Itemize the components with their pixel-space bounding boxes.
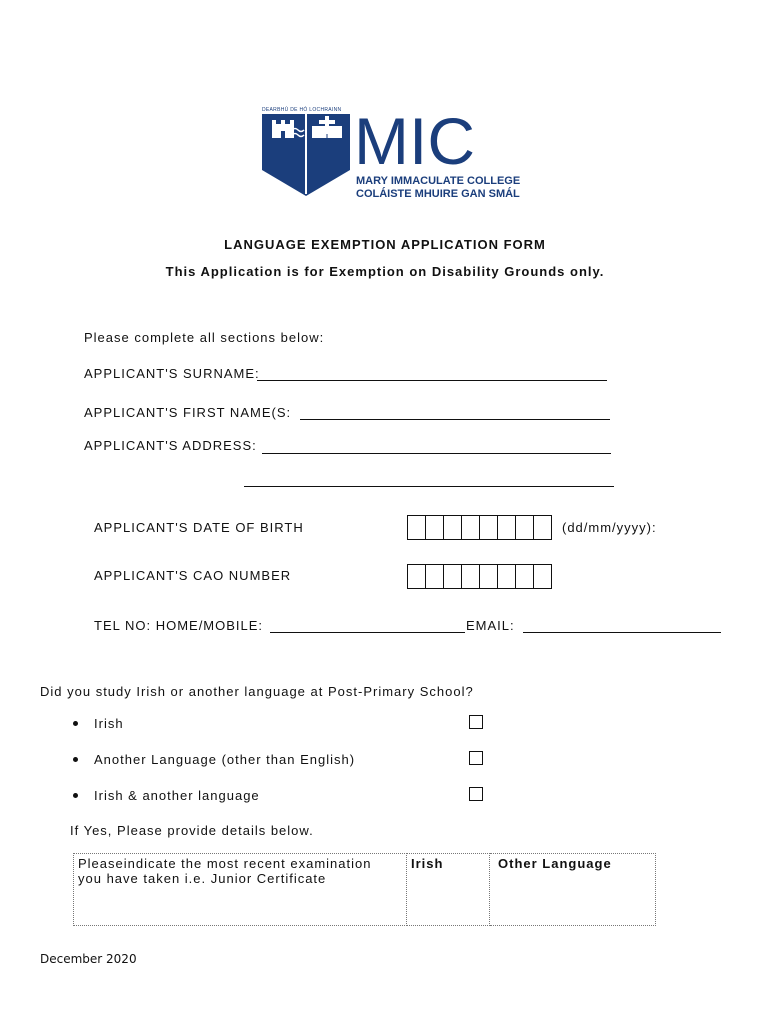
exam-description-line-2: you have taken i.e. Junior Certificate	[78, 871, 327, 886]
form-title: LANGUAGE EXEMPTION APPLICATION FORM	[224, 237, 546, 252]
logo-top-text: DEARBHÚ DE HÓ LOCHRAINN	[262, 107, 342, 113]
other-language-column-cell[interactable]	[490, 854, 656, 926]
dob-format-hint: (dd/mm/yyyy):	[562, 520, 657, 535]
logo-name-english: MARY IMMACULATE COLLEGE	[356, 175, 521, 187]
followup-instruction: If Yes, Please provide details below.	[70, 823, 314, 838]
first-name-field[interactable]	[300, 419, 610, 420]
cao-label: APPLICANT'S CAO NUMBER	[94, 568, 292, 583]
bullet-icon	[73, 721, 78, 726]
cao-boxes[interactable]	[407, 564, 552, 589]
email-field[interactable]	[523, 632, 721, 633]
address-field-line-1[interactable]	[262, 453, 611, 454]
surname-label: APPLICANT'S SURNAME:	[84, 366, 260, 381]
first-name-label: APPLICANT'S FIRST NAME(S:	[84, 405, 292, 420]
logo-name-irish: COLÁISTE MHUIRE GAN SMÁL	[356, 188, 520, 200]
college-crest-icon	[262, 104, 522, 202]
email-label: EMAIL:	[466, 618, 515, 633]
dob-boxes[interactable]	[407, 515, 552, 540]
exam-details-table	[73, 853, 656, 926]
address-label: APPLICANT'S ADDRESS:	[84, 438, 257, 453]
option-other-language-label: Another Language (other than English)	[94, 752, 356, 767]
option-irish-and-other-label: Irish & another language	[94, 788, 260, 803]
option-irish-and-other-checkbox[interactable]	[469, 787, 483, 801]
form-intro: Please complete all sections below:	[84, 330, 325, 345]
bullet-icon	[73, 757, 78, 762]
exam-description-line-1: Pleaseindicate the most recent examination	[78, 856, 372, 871]
surname-field[interactable]	[257, 380, 607, 381]
address-field-line-2[interactable]	[244, 486, 614, 487]
bullet-icon	[73, 793, 78, 798]
language-question: Did you study Irish or another language at Post-Primary School?	[40, 684, 474, 699]
other-language-column-header: Other Language	[498, 856, 612, 871]
form-subtitle: This Application is for Exemption on Disability Grounds only.	[165, 264, 605, 279]
option-irish-label: Irish	[94, 716, 124, 731]
tel-label: TEL NO: HOME/MOBILE:	[94, 618, 264, 633]
tel-field[interactable]	[270, 632, 465, 633]
dob-label: APPLICANT'S DATE OF BIRTH	[94, 520, 304, 535]
footer-date: December 2020	[40, 952, 137, 966]
irish-column-cell[interactable]	[407, 854, 490, 926]
option-other-language-checkbox[interactable]	[469, 751, 483, 765]
college-logo	[262, 104, 522, 202]
exam-description-cell	[74, 854, 407, 926]
irish-column-header: Irish	[411, 856, 444, 871]
option-irish-checkbox[interactable]	[469, 715, 483, 729]
logo-letters: MIC	[354, 104, 475, 178]
